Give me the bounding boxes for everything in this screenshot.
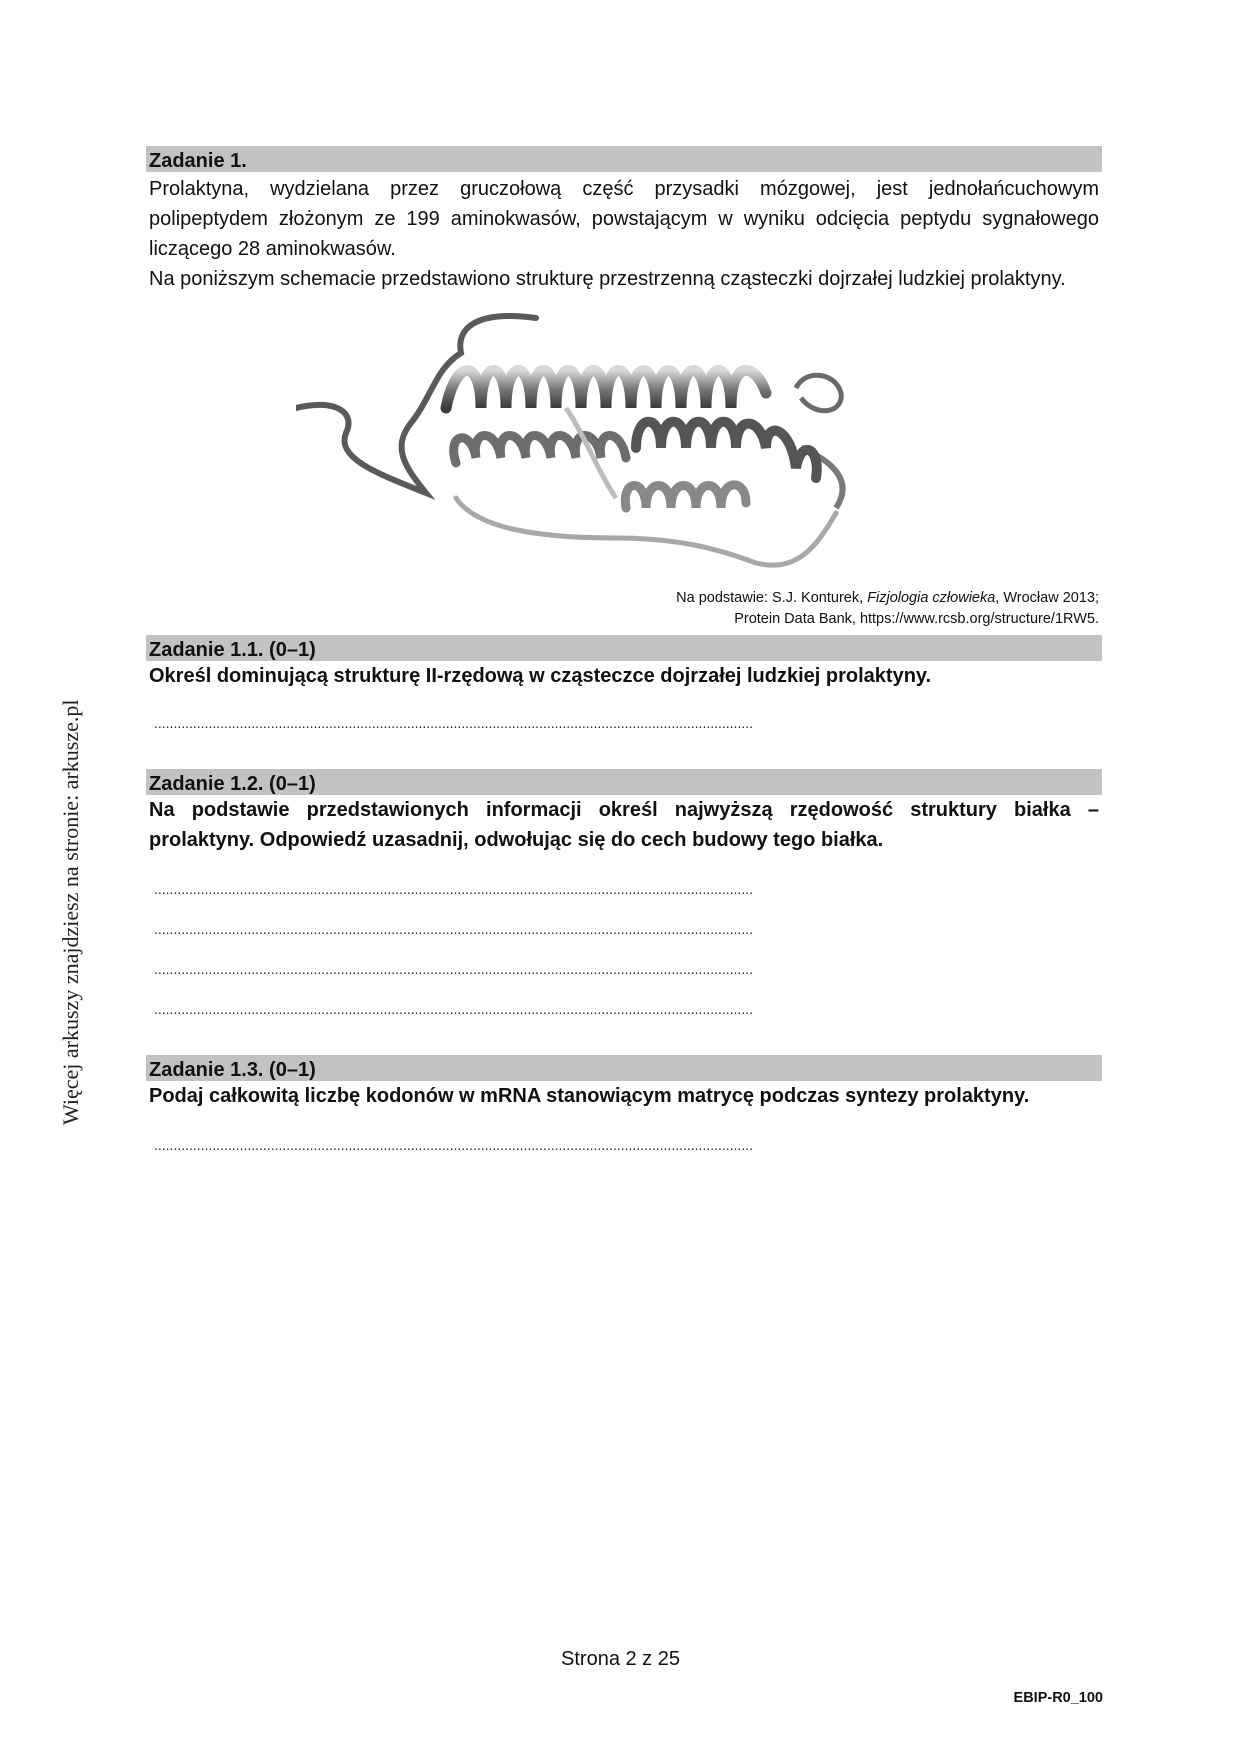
answer-line-1-2c[interactable]: ..........................................................................................................................................................: [154, 961, 754, 977]
side-watermark: Więcej arkuszy znajdziesz na stronie: arkusze.pl: [58, 699, 83, 1125]
task1-3-question: Podaj całkowitą liczbę kodonów w mRNA stanowiącym matrycę podczas syntezy prolaktyny.: [149, 1085, 1030, 1107]
answer-line-1-1[interactable]: ..........................................................................................................................................................: [154, 715, 754, 731]
task1-1-question: Określ dominującą strukturę II-rzędową w cząsteczce dojrzałej ludzkiej prolaktyny.: [149, 665, 932, 687]
source-line-2: Protein Data Bank, https://www.rcsb.org/structure/1RW5.: [734, 611, 1099, 627]
task1-2-question: Na podstawie przedstawionych informacji określ najwyższą rzędowość struktury białka – prolaktyny. Odpowiedź uzasadnij, odwołując się do cech budowy tego białka.: [149, 799, 1099, 851]
task1-2-title: Zadanie 1.2. (0–1): [146, 769, 1102, 795]
task1-intro-p1: Prolaktyna, wydzielana przez gruczołową część przysadki mózgowej, jest jednołańcuchowym polipeptydem złożonym ze 199 aminokwasów, powstającym w wyniku odcięcia peptydu sygnałowego liczącego 28 aminokwasów.: [149, 178, 1099, 260]
source-book-title: Fizjologia człowieka: [867, 590, 996, 606]
page-content: [146, 146, 1102, 1165]
figure-source: [146, 588, 1102, 630]
task1-intro-p2: Na poniższym schemacie przedstawiono strukturę przestrzenną cząsteczki dojrzałej ludzkiej prolaktyny.: [149, 268, 1066, 290]
source-suffix: , Wrocław 2013;: [995, 590, 1099, 606]
protein-ribbon-image: [296, 298, 916, 588]
source-prefix: Na podstawie: S.J. Konturek,: [676, 590, 868, 606]
task1-title: Zadanie 1.: [146, 146, 1102, 172]
exam-code: EBIP-R0_100: [1013, 1690, 1103, 1706]
prolactin-structure-figure: [146, 298, 1102, 588]
task1-1-title: Zadanie 1.1. (0–1): [146, 635, 1102, 661]
task1-3-title: Zadanie 1.3. (0–1): [146, 1055, 1102, 1081]
answer-line-1-2a[interactable]: ..........................................................................................................................................................: [154, 881, 754, 897]
answer-line-1-2b[interactable]: ..........................................................................................................................................................: [154, 921, 754, 937]
page-number: Strona 2 z 25: [561, 1648, 680, 1670]
answer-line-1-2d[interactable]: ..........................................................................................................................................................: [154, 1001, 754, 1017]
answer-line-1-3[interactable]: ..........................................................................................................................................................: [154, 1137, 754, 1153]
